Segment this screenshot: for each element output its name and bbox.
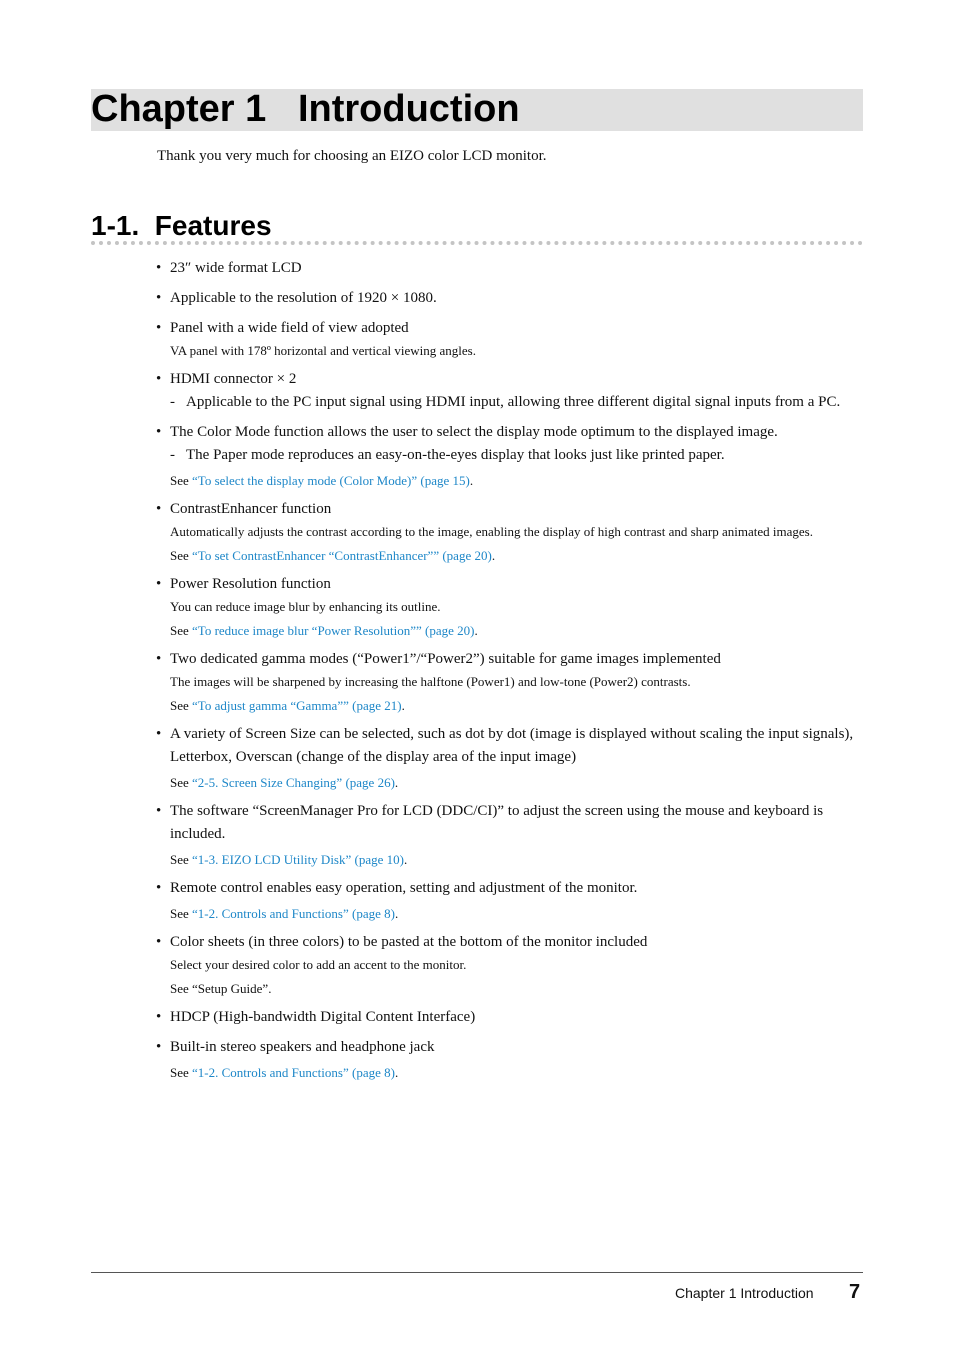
feature-line: [156, 800, 864, 846]
feature-text: HDCP (High-bandwidth Digital Content Interface): [170, 1009, 476, 1025]
feature-note: Automatically adjusts the contrast according to the image, enabling the display of high contrast and sharp animated images.: [170, 524, 813, 539]
bullet-icon: •: [156, 576, 162, 592]
feature-text: The software “ScreenManager Pro for LCD (DDC/CI)” to adjust the screen using the mouse and keyboard is included.: [170, 803, 824, 842]
feature-line: [156, 257, 864, 280]
bullet-icon: •: [156, 1039, 162, 1055]
see-reference: [156, 773, 864, 793]
cross-reference-link[interactable]: “To select the display mode (Color Mode)” (page 15): [192, 473, 470, 488]
feature-item: [156, 877, 864, 924]
see-suffix: .: [469, 473, 474, 488]
bullet-icon: •: [156, 934, 162, 950]
see-reference: [156, 850, 864, 870]
see-prefix: See: [170, 473, 193, 488]
feature-text: Power Resolution function: [170, 576, 331, 592]
feature-line: [156, 723, 864, 769]
footer-running-title: Chapter 1 Introduction: [675, 1285, 814, 1301]
dash-icon: -: [170, 394, 175, 410]
see-suffix: .: [401, 698, 405, 713]
feature-item: [156, 287, 864, 310]
see-prefix: See: [170, 852, 193, 867]
feature-item: [156, 723, 864, 793]
see-suffix: .: [394, 906, 399, 921]
cross-reference-link[interactable]: “2-5. Screen Size Changing” (page 26): [192, 775, 395, 790]
feature-line: [156, 648, 864, 671]
section-title: 1-1. Features: [91, 210, 272, 241]
cross-reference-link[interactable]: “1-3. EIZO LCD Utility Disk” (page 10): [192, 852, 404, 867]
feature-text: Applicable to the resolution of 1920 × 1080.: [170, 290, 437, 306]
see-reference: [156, 546, 864, 566]
see-reference: [156, 979, 864, 999]
feature-subitem-text: Applicable to the PC input signal using HDMI input, allowing three different digital signal inputs from a PC.: [186, 394, 841, 410]
see-prefix: See: [170, 548, 193, 563]
see-suffix: .: [474, 623, 478, 638]
see-prefix: See: [170, 623, 193, 638]
feature-note: You can reduce image blur by enhancing its outline.: [170, 599, 441, 614]
feature-item: [156, 421, 864, 491]
see-prefix: See: [170, 906, 193, 921]
feature-item: [156, 257, 864, 280]
feature-item: [156, 1006, 864, 1029]
bullet-icon: •: [156, 803, 162, 819]
bullet-icon: •: [156, 1009, 162, 1025]
feature-line: [156, 1006, 864, 1029]
see-reference: [156, 471, 864, 491]
bullet-icon: •: [156, 371, 162, 387]
feature-line: [156, 368, 864, 391]
feature-text: The Color Mode function allows the user to select the display mode optimum to the displayed image.: [170, 424, 778, 440]
see-prefix: See: [170, 775, 193, 790]
feature-text: Panel with a wide field of view adopted: [170, 320, 409, 336]
see-suffix: .: [394, 775, 399, 790]
page-number: 7: [849, 1281, 861, 1303]
feature-text: Color sheets (in three colors) to be pasted at the bottom of the monitor included: [170, 934, 648, 950]
cross-reference-link[interactable]: “To set ContrastEnhancer “ContrastEnhancer”” (page 20): [192, 548, 492, 563]
feature-item: [156, 368, 864, 414]
see-prefix: See: [170, 1065, 193, 1080]
feature-line: [156, 931, 864, 954]
dash-icon: -: [170, 447, 175, 463]
feature-note: Select your desired color to add an accent to the monitor.: [170, 957, 467, 972]
see-suffix: .: [394, 1065, 399, 1080]
feature-text: A variety of Screen Size can be selected, such as dot by dot (image is displayed without scaling the input signals), Letterbox, Overscan (change of the display area of the input image): [170, 726, 854, 765]
cross-reference-link[interactable]: “1-2. Controls and Functions” (page 8): [192, 1065, 395, 1080]
footer-rule: [91, 1272, 863, 1273]
bullet-icon: •: [156, 726, 162, 742]
feature-text: Two dedicated gamma modes (“Power1”/“Power2”) suitable for game images implemented: [170, 651, 721, 667]
feature-line: [156, 498, 864, 521]
feature-item: [156, 800, 864, 870]
bullet-icon: •: [156, 880, 162, 896]
feature-text: HDMI connector × 2: [170, 371, 297, 387]
feature-line: [156, 1036, 864, 1059]
see-reference: [156, 1063, 864, 1083]
feature-item: [156, 1036, 864, 1083]
feature-line: [156, 287, 864, 310]
feature-line: [156, 317, 864, 340]
see-reference: [156, 621, 864, 641]
see-prefix: See: [170, 698, 193, 713]
feature-item: [156, 648, 864, 716]
feature-subitem: [156, 391, 864, 414]
see-suffix: .: [491, 548, 496, 563]
see-suffix: .: [403, 852, 408, 867]
feature-line: [156, 573, 864, 596]
features-list: [156, 257, 864, 1090]
cross-reference-link[interactable]: “To adjust gamma “Gamma”” (page 21): [192, 698, 402, 713]
feature-note: The images will be sharpened by increasing the halftone (Power1) and low-tone (Power2) contrasts.: [170, 674, 691, 689]
see-reference: [156, 696, 864, 716]
feature-item: [156, 573, 864, 641]
feature-item: [156, 317, 864, 361]
feature-line: [156, 421, 864, 444]
bullet-icon: •: [156, 651, 162, 667]
chapter-title: Chapter 1 Introduction: [91, 88, 520, 130]
bullet-icon: •: [156, 501, 162, 517]
feature-subitem-text: The Paper mode reproduces an easy-on-the-eyes display that looks just like printed paper.: [186, 447, 725, 463]
see-prefix: See “Setup Guide”.: [170, 981, 272, 996]
feature-item: [156, 931, 864, 999]
feature-note: VA panel with 178º horizontal and vertical viewing angles.: [170, 343, 476, 358]
feature-text: Built-in stereo speakers and headphone jack: [170, 1039, 435, 1055]
feature-item: [156, 498, 864, 566]
feature-text: 23″ wide format LCD: [170, 260, 302, 276]
cross-reference-link[interactable]: “1-2. Controls and Functions” (page 8): [192, 906, 395, 921]
feature-text: Remote control enables easy operation, setting and adjustment of the monitor.: [170, 880, 638, 896]
see-reference: [156, 904, 864, 924]
bullet-icon: •: [156, 320, 162, 336]
bullet-icon: •: [156, 290, 162, 306]
feature-subitem: [156, 444, 864, 467]
bullet-icon: •: [156, 424, 162, 440]
bullet-icon: •: [156, 260, 162, 276]
feature-text: ContrastEnhancer function: [170, 501, 332, 517]
section-dotted-rule: [91, 241, 863, 245]
feature-line: [156, 877, 864, 900]
intro-text: Thank you very much for choosing an EIZO color LCD monitor.: [157, 148, 547, 164]
cross-reference-link[interactable]: “To reduce image blur “Power Resolution”” (page 20): [192, 623, 475, 638]
